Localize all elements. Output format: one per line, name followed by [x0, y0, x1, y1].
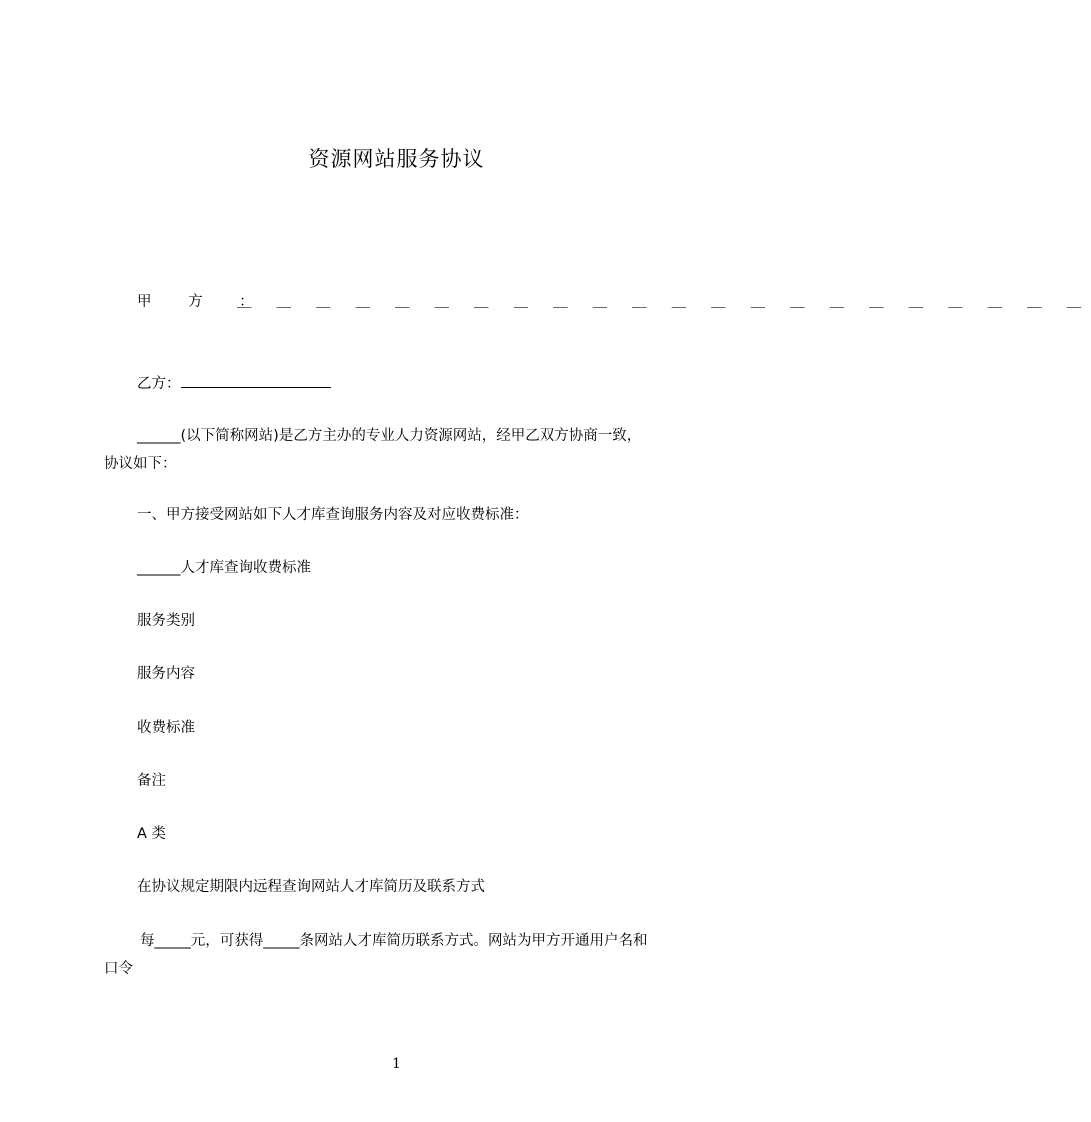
party-b-line — [137, 372, 331, 394]
party-a-line — [137, 292, 1091, 312]
page-number: 1 — [392, 1056, 401, 1072]
intro-blank: ______ — [137, 428, 181, 444]
party-b-blank — [181, 372, 331, 388]
intro-text-1: (以下简称网站)是乙方主办的专业人力资源网站，经甲乙双方协商一致， — [180, 428, 642, 444]
fee-line-1 — [104, 927, 704, 955]
fee-heading-line — [137, 558, 311, 578]
fee-line-1-c: 条网站人才库简历联系方式。网站为甲方开通用户名和 — [299, 933, 648, 949]
intro-line-1 — [104, 422, 704, 450]
fee-line-1-blank2: _____ — [263, 933, 300, 949]
fee-paragraph — [104, 927, 704, 983]
party-a-blank: ＿ ＿ ＿ ＿ ＿ ＿ ＿ ＿ ＿ ＿ ＿ ＿ ＿ ＿ ＿ ＿ ＿ ＿ ＿ ＿ ＿ ＿ — [237, 294, 1091, 310]
fee-line-1-b: 元，可获得 — [190, 933, 264, 949]
party-a-label: 甲 方 ： — [137, 294, 270, 310]
party-b-label: 乙方： — [137, 376, 181, 392]
intro-line-2: 协议如下： — [104, 456, 177, 472]
document-title: 资源网站服务协议 — [308, 147, 485, 171]
class-a-label: A 类 — [137, 826, 167, 842]
fee-heading: 人才库查询收费标准 — [180, 560, 311, 576]
section-1-heading: 一、甲方接受网站如下人才库查询服务内容及对应收费标准： — [137, 507, 529, 523]
col-remarks: 备注 — [137, 773, 166, 789]
fee-line-1-a: 每 — [140, 933, 155, 949]
col-fee-standard: 收费标准 — [137, 720, 195, 736]
fee-line-2: 口令 — [104, 961, 133, 977]
fee-blank: ______ — [137, 560, 181, 576]
intro-paragraph — [104, 422, 704, 478]
col-service-content: 服务内容 — [137, 666, 195, 682]
fee-line-1-blank1: _____ — [154, 933, 191, 949]
class-a-content: 在协议规定期限内远程查询网站人才库简历及联系方式 — [137, 879, 485, 895]
col-service-type: 服务类别 — [137, 613, 195, 629]
